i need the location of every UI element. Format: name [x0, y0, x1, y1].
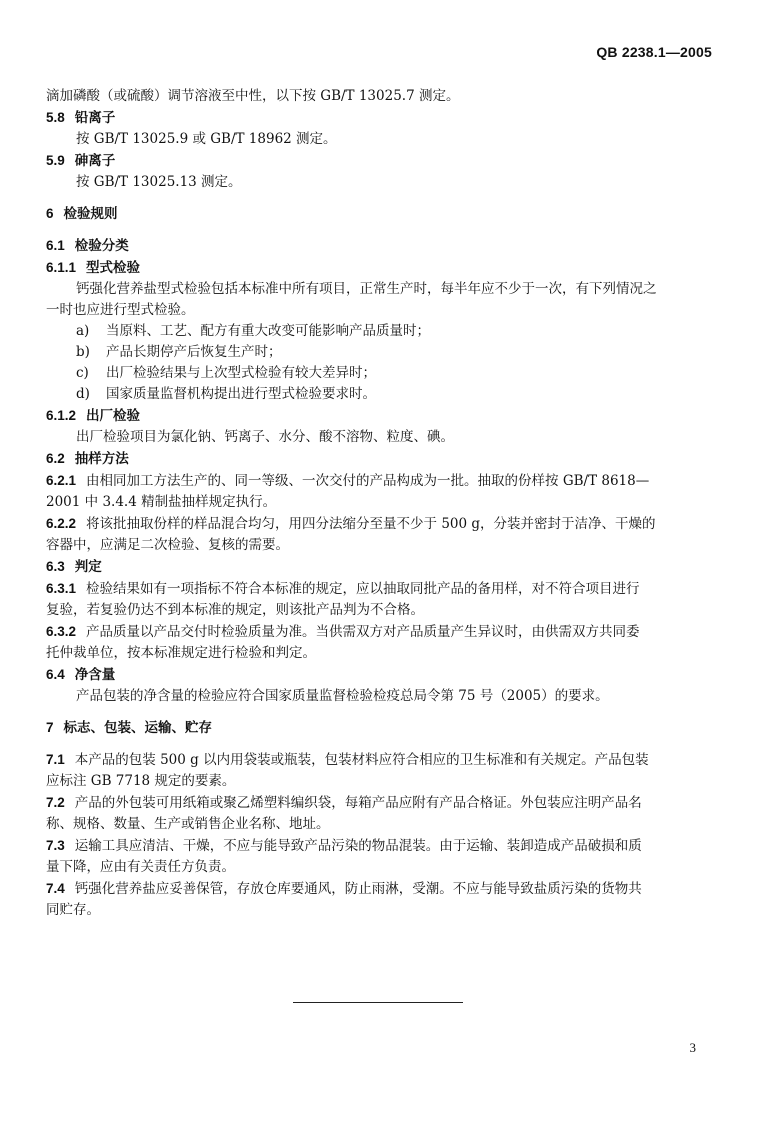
section-number: 5.8 [46, 110, 65, 125]
section-number: 6.4 [46, 667, 65, 682]
chapter-heading-7 [46, 717, 714, 739]
chapter-number: 6 [46, 206, 54, 221]
paragraph-line: 容器中，应满足二次检验、复核的需要。 [46, 537, 289, 553]
paragraph-line: 托仲裁单位，按本标准规定进行检验和判定。 [46, 645, 316, 661]
clause-6-2-1 [46, 470, 714, 492]
paragraph-line: 2001 中 3.4.4 精制盐抽样规定执行。 [46, 494, 277, 510]
section-title: 砷离子 [74, 153, 116, 169]
section-title: 型式检验 [86, 260, 141, 276]
section-title: 判定 [74, 559, 102, 575]
clause-7-1 [46, 749, 714, 771]
section-number: 5.9 [46, 153, 65, 168]
list-text: 当原料、工艺、配方有重大改变可能影响产品质量时； [106, 323, 430, 339]
section-number: 6.1.1 [46, 260, 77, 275]
list-item [46, 321, 714, 342]
section-heading-5-9 [46, 150, 714, 172]
paragraph-line: 复验，若复验仍达不到本标准的规定，则该批产品判为不合格。 [46, 602, 424, 618]
clause-7-2 [46, 792, 714, 814]
clause-text: 运输工具应清洁、干燥，不应与能导致产品污染的物品混装。由于运输、装卸造成产品破损和质 [74, 838, 642, 854]
list-text: 国家质量监督机构提出进行型式检验要求时。 [106, 386, 376, 402]
section-number: 6.2 [46, 451, 65, 466]
section-title: 铅离子 [74, 110, 116, 126]
paragraph-line: 按 GB/T 13025.13 测定。 [76, 174, 242, 190]
list-text: 产品长期停产后恢复生产时； [106, 344, 282, 360]
list-item [46, 384, 714, 405]
section-number: 7.3 [46, 838, 65, 853]
list-letter: a) [76, 323, 90, 339]
clause-text: 本产品的包装 500 g 以内用袋装或瓶装，包装材料应符合相应的卫生标准和有关规定。产品包装 [74, 752, 649, 768]
page-number: 3 [689, 1040, 696, 1055]
clause-6-2-2 [46, 513, 714, 535]
section-number: 7.2 [46, 795, 65, 810]
section-number: 6.1 [46, 238, 65, 253]
clause-7-4 [46, 878, 714, 900]
section-title: 检验分类 [74, 238, 129, 254]
clause-6-3-2 [46, 621, 714, 643]
list-letter: c) [76, 365, 89, 381]
section-title: 出厂检验 [86, 408, 141, 424]
list-item [46, 342, 714, 363]
chapter-title: 检验规则 [63, 206, 118, 222]
section-number: 6.3 [46, 559, 65, 574]
document-body [46, 86, 714, 921]
section-title: 净含量 [74, 667, 116, 683]
paragraph-line: 按 GB/T 13025.9 或 GB/T 18962 测定。 [76, 131, 337, 147]
section-heading-5-8 [46, 107, 714, 129]
list-text: 出厂检验结果与上次型式检验有较大差异时； [106, 365, 376, 381]
section-number: 7.1 [46, 752, 65, 767]
section-number: 6.2.2 [46, 516, 77, 531]
clause-text: 检验结果如有一项指标不符合本标准的规定，应以抽取同批产品的备用样，对不符合项目进行 [86, 581, 640, 597]
paragraph-line: 出厂检验项目为氯化钠、钙离子、水分、酸不溶物、粒度、碘。 [76, 429, 454, 445]
section-title: 抽样方法 [74, 451, 129, 467]
chapter-heading-6 [46, 203, 714, 225]
section-heading-6-1 [46, 235, 714, 257]
list-letter: d) [76, 386, 90, 402]
paragraph-line: 量下降，应由有关责任方负责。 [46, 859, 235, 875]
clause-text: 将该批抽取份样的样品混合均匀，用四分法缩分至量不少于 500 g，分装并密封于洁净、干燥的 [86, 516, 656, 532]
clause-text: 产品质量以产品交付时检验质量为准。当供需双方对产品质量产生异议时，由供需双方共同委 [86, 624, 640, 640]
paragraph-line: 滴加磷酸（或硫酸）调节溶液至中性，以下按 GB/T 13025.7 测定。 [46, 88, 460, 104]
clause-6-3-1 [46, 578, 714, 600]
section-number: 7.4 [46, 881, 65, 896]
section-heading-6-1-2 [46, 405, 714, 427]
paragraph-line: 同贮存。 [46, 902, 100, 918]
section-number: 6.3.1 [46, 581, 77, 596]
section-number: 6.3.2 [46, 624, 77, 639]
chapter-number: 7 [46, 720, 54, 735]
paragraph-line: 称、规格、数量、生产或销售企业名称、地址。 [46, 816, 330, 832]
clause-7-3 [46, 835, 714, 857]
section-heading-6-1-1 [46, 257, 714, 279]
paragraph-line: 钙强化营养盐型式检验包括本标准中所有项目，正常生产时，每半年应不少于一次，有下列情况之 [76, 281, 657, 297]
paragraph-line: 应标注 GB 7718 规定的要素。 [46, 773, 236, 789]
section-heading-6-4 [46, 664, 714, 686]
section-number: 6.2.1 [46, 473, 77, 488]
clause-text: 钙强化营养盐应妥善保管，存放仓库要通风，防止雨淋，受潮。不应与能导致盐质污染的货物共 [74, 881, 642, 897]
chapter-title: 标志、包装、运输、贮存 [63, 720, 213, 736]
list-letter: b) [76, 344, 90, 360]
standard-code: QB 2238.1—2005 [596, 44, 712, 60]
paragraph-line: 产品包装的净含量的检验应符合国家质量监督检验检疫总局令第 75 号（2005）的要求。 [76, 688, 609, 704]
section-number: 6.1.2 [46, 408, 77, 423]
section-heading-6-2 [46, 448, 714, 470]
end-rule [293, 1002, 463, 1003]
section-heading-6-3 [46, 556, 714, 578]
clause-text: 产品的外包装可用纸箱或聚乙烯塑料编织袋，每箱产品应附有产品合格证。外包装应注明产品名 [74, 795, 642, 811]
clause-text: 由相同加工方法生产的、同一等级、一次交付的产品构成为一批。抽取的份样按 GB/T 8618— [86, 473, 650, 489]
list-item [46, 363, 714, 384]
paragraph-line: 一时也应进行型式检验。 [46, 302, 195, 318]
